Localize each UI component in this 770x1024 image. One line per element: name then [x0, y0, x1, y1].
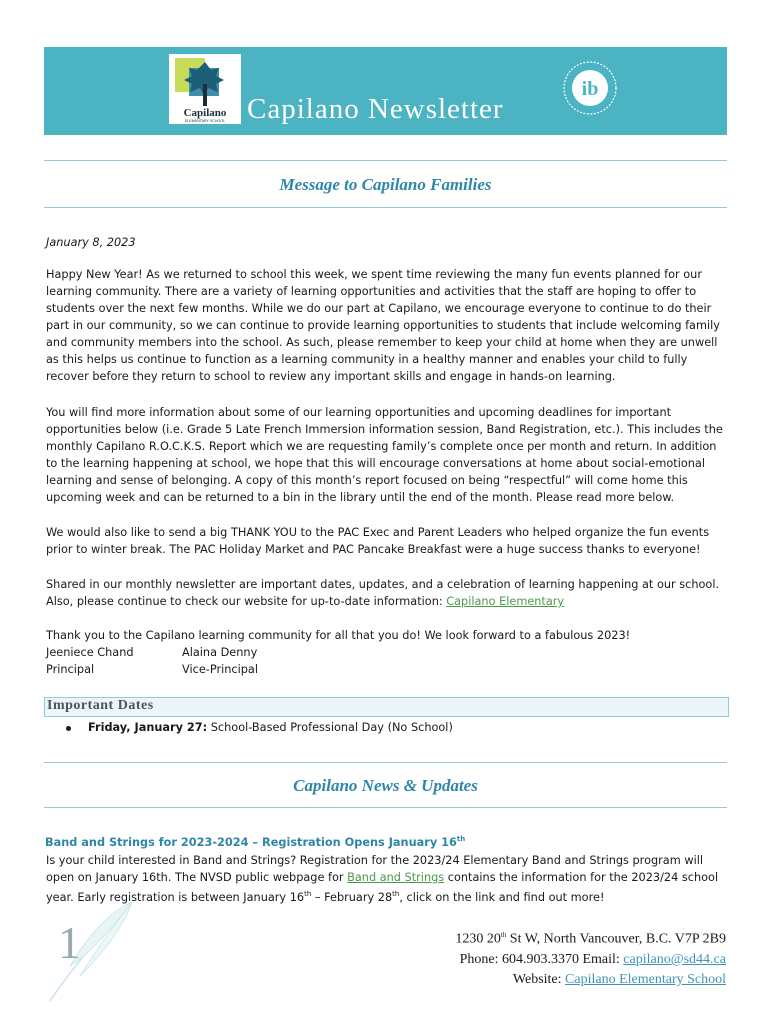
message-paragraph-4: Shared in our monthly newsletter are important dates, updates, and a celebration of learning happening at our school. Also, please continue to check our website for up-to-date information: Capilano Elementary	[46, 578, 720, 608]
signature-name-1: Jeeniece Chand	[46, 646, 134, 659]
important-dates-box	[44, 697, 729, 717]
address: 1230 20th St W, North Vancouver, B.C. V7P 2B9	[455, 931, 726, 947]
message-paragraph-1: Happy New Year! As we returned to school this week, we spent time reviewing the many fun events planned for our learning community. There are a variety of learning opportunities and activities that the staff are hoping to offer to students over the next few months. While we do our part at Capilano, we encourage everyone to continue to do their part in our community, so we can continue to provide learning opportunities to students that include welcoming family and community members into the school. As such, please remember to keep your child at home when they are unwell as this helps us continue to function as a learning community in a healthy manner and enables your child to fully recover before they return to school to review any important skills and engage in hands-on learning.	[46, 268, 720, 383]
svg-text:Capilano: Capilano	[183, 107, 227, 119]
signature-role-1: Principal	[46, 663, 95, 676]
signature-role-2: Vice-Principal	[182, 663, 258, 676]
news-heading: Capilano News & Updates	[293, 776, 478, 795]
bullet-icon	[66, 726, 71, 731]
page-number: 1	[58, 917, 81, 968]
newsletter-title: Capilano Newsletter	[247, 93, 504, 125]
important-dates-title: Important Dates	[47, 698, 154, 713]
school-contact	[455, 925, 726, 990]
phone-email: Phone: 604.903.3370 Email: capilano@sd44.ca	[459, 951, 726, 967]
signature-name-2: Alaina Denny	[182, 646, 258, 659]
feather-icon	[40, 896, 140, 1011]
band-strings-paragraph: Is your child interested in Band and Strings? Registration for the 2023/24 Elementary Band and Strings program will open on January 16th. The NVSD public webpage for Band and Strings contains the information for the 2023/24 school year. Early registration is between January 16th – February 28th, click on the link and find out more!	[46, 854, 719, 904]
message-heading: Message to Capilano Families	[279, 175, 492, 194]
email-link[interactable]: capilano@sd44.ca	[623, 951, 726, 967]
divider	[44, 762, 727, 763]
band-strings-heading: Band and Strings for 2023-2024 – Registration Opens January 16th	[45, 835, 466, 849]
website-link[interactable]: Capilano Elementary School	[565, 971, 726, 987]
website: Website: Capilano Elementary School	[512, 971, 726, 987]
divider	[44, 807, 727, 808]
ib-badge-icon	[560, 58, 620, 118]
divider	[44, 160, 727, 161]
band-and-strings-link[interactable]: Band and Strings	[347, 871, 445, 884]
message-date: January 8, 2023	[46, 236, 136, 249]
divider	[44, 207, 727, 208]
message-paragraph-5: Thank you to the Capilano learning community for all that you do! We look forward to a fabulous 2023!	[46, 629, 631, 642]
svg-text:ib: ib	[581, 78, 599, 100]
svg-text:ELEMENTARY SCHOOL: ELEMENTARY SCHOOL	[184, 119, 226, 123]
capilano-elementary-link[interactable]: Capilano Elementary	[446, 595, 565, 608]
list-item: Friday, January 27: School-Based Professional Day (No School)	[66, 721, 453, 734]
message-paragraph-3: We would also like to send a big THANK YOU to the PAC Exec and Parent Leaders who helped organize the fun events prior to winter break. The PAC Holiday Market and PAC Pancake Breakfast were a huge success thanks to everyone!	[46, 526, 710, 556]
school-logo	[169, 54, 241, 124]
message-paragraph-2: You will find more information about some of our learning opportunities and upcoming deadlines for important opportunities below (i.e. Grade 5 Late French Immersion information session, Band Registration, etc.). This includes the monthly Capilano R.O.C.K.S. Report which we are requesting family’s complete once per month and return. In addition to the learning happening at school, we hope that this will encourage conversations at home about social-emotional learning and sense of belonging. A copy of this month’s report focused on being “respectful” will come home this upcoming week and can be returned to a bin in the library until the end of the month. Please read more below.	[46, 406, 723, 504]
